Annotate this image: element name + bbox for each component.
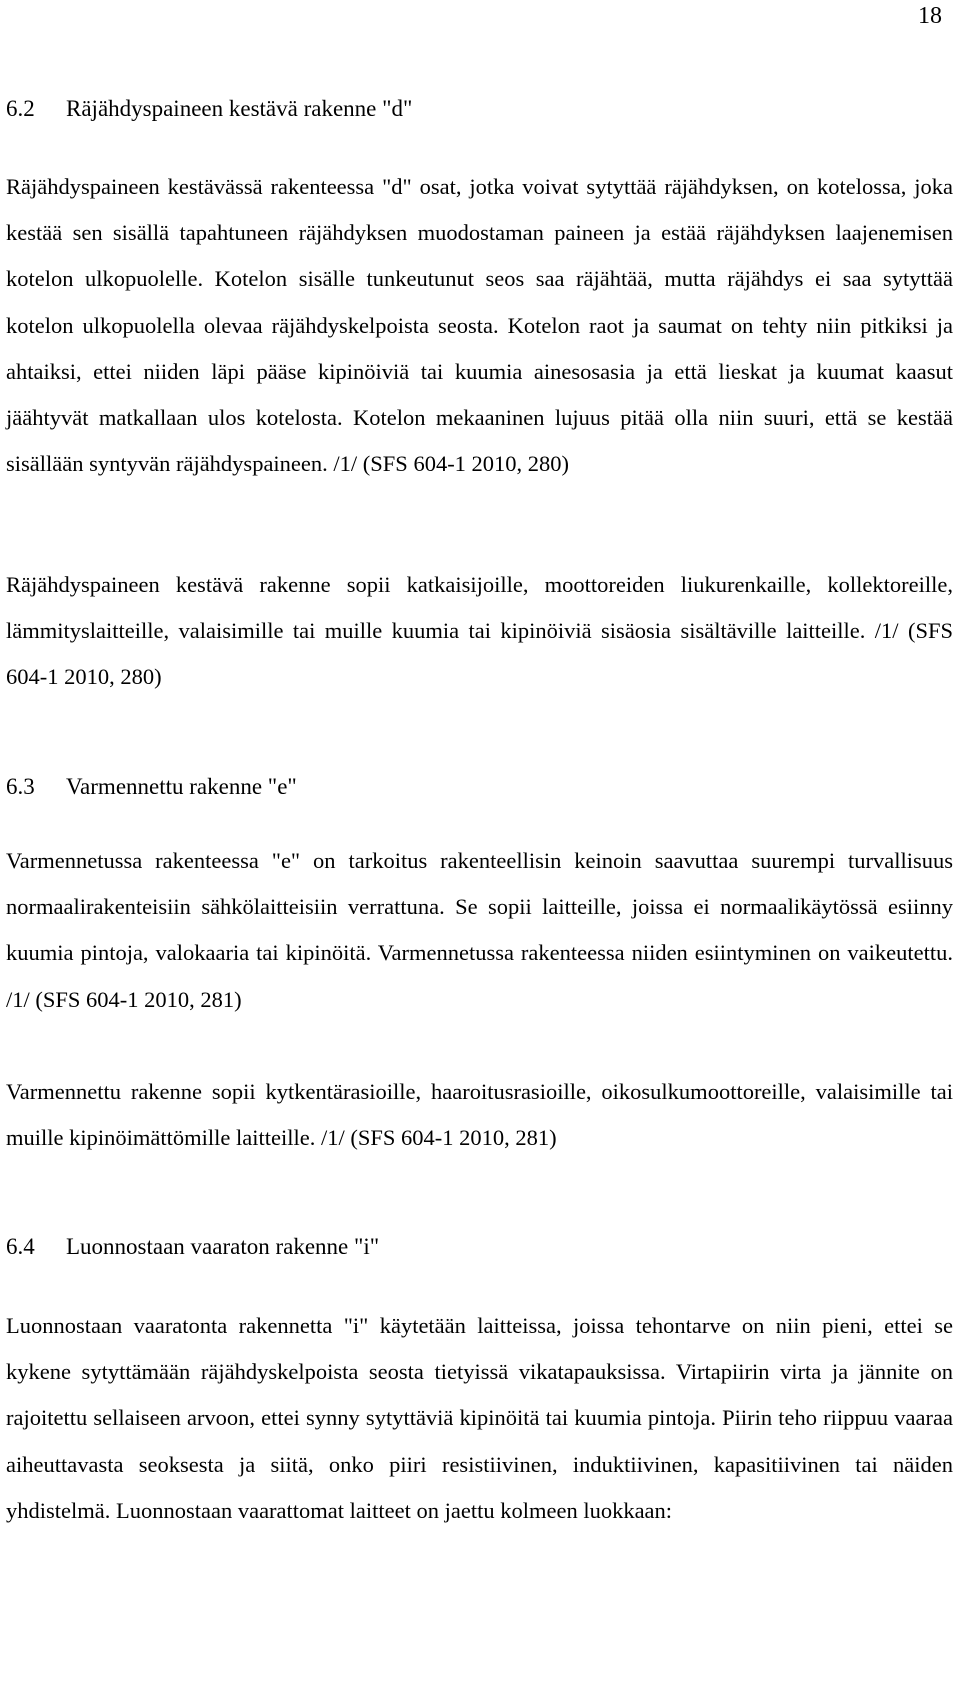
page-number: 18 <box>918 3 942 29</box>
paragraph: Varmennettu rakenne sopii kytkentärasioille, haaroitusrasioille, oikosulkumoottoreille, valaisimille tai muille kipinöimättömille laitteille. /1/ (SFS 604-1 2010, 281) <box>6 1079 953 1151</box>
section-heading-6-2 <box>6 95 946 123</box>
section-number: 6.3 <box>6 774 35 799</box>
section-heading-6-4 <box>6 1233 946 1261</box>
paragraph: Räjähdyspaineen kestävässä rakenteessa "d" osat, jotka voivat sytyttää räjähdyksen, on kotelossa, joka kestää sen sisällä tapahtuneen räjähdyksen muodostaman paineen ja estää räjähdyksen laajenemisen kotelon ulkopuolelle. Kotelon sisälle tunkeutunut seos saa räjähtää, mutta räjähdys ei saa sytyttää kotelon ulkopuolella olevaa räjähdyskelpoista seosta. Kotelon raot ja saumat on tehty niin pitkiksi ja ahtaiksi, ettei niiden läpi pääse kipinöiviä tai kuumia ainesosasia ja että lieskat ja kuumat kaasut jäähtyvät matkallaan ulos kotelosta. Kotelon mekaaninen lujuus pitää olla niin suuri, että se kestää sisällään syntyvän räjähdyspaineen. /1/ (SFS 604-1 2010, 280) <box>6 174 953 477</box>
section-title: Varmennettu rakenne "e" <box>66 774 297 799</box>
section-title: Luonnostaan vaaraton rakenne "i" <box>66 1234 380 1259</box>
paragraph: Luonnostaan vaaratonta rakennetta "i" käytetään laitteissa, joissa tehontarve on niin pieni, ettei se kykene sytyttämään räjähdyskelpoista seosta tietyissä vikatapauksissa. Virtapiirin virta ja jännite on rajoitettu sellaiseen arvoon, ettei synny sytyttäviä kipinöitä tai kuumia pintoja. Piirin teho riippuu vaaraa aiheuttavasta seoksesta ja siitä, onko piiri resistiivinen, induktiivinen, kapasitiivinen tai näiden yhdistelmä. Luonnostaan vaarattomat laitteet on jaettu kolmeen luokkaan: <box>6 1313 953 1523</box>
section-title: Räjähdyspaineen kestävä rakenne "d" <box>66 96 413 121</box>
section-number: 6.4 <box>6 1234 35 1259</box>
section-number: 6.2 <box>6 96 35 121</box>
paragraph: Varmennetussa rakenteessa "e" on tarkoitus rakenteellisin keinoin saavuttaa suurempi turvallisuus normaalirakenteisiin sähkölaitteisiin verrattuna. Se sopii laitteille, joissa ei normaalikäytössä esiinny kuumia pintoja, valokaaria tai kipinöitä. Varmennetussa rakenteessa niiden esiintyminen on vaikeutettu. /1/ (SFS 604-1 2010, 281) <box>6 848 953 1012</box>
paragraph: Räjähdyspaineen kestävä rakenne sopii katkaisijoille, moottoreiden liukurenkaille, kollektoreille, lämmityslaitteille, valaisimille tai muille kuumia tai kipinöiviä sisäosia sisältäville laitteille. /1/ (SFS 604-1 2010, 280) <box>6 572 953 690</box>
section-heading-6-3 <box>6 773 946 801</box>
